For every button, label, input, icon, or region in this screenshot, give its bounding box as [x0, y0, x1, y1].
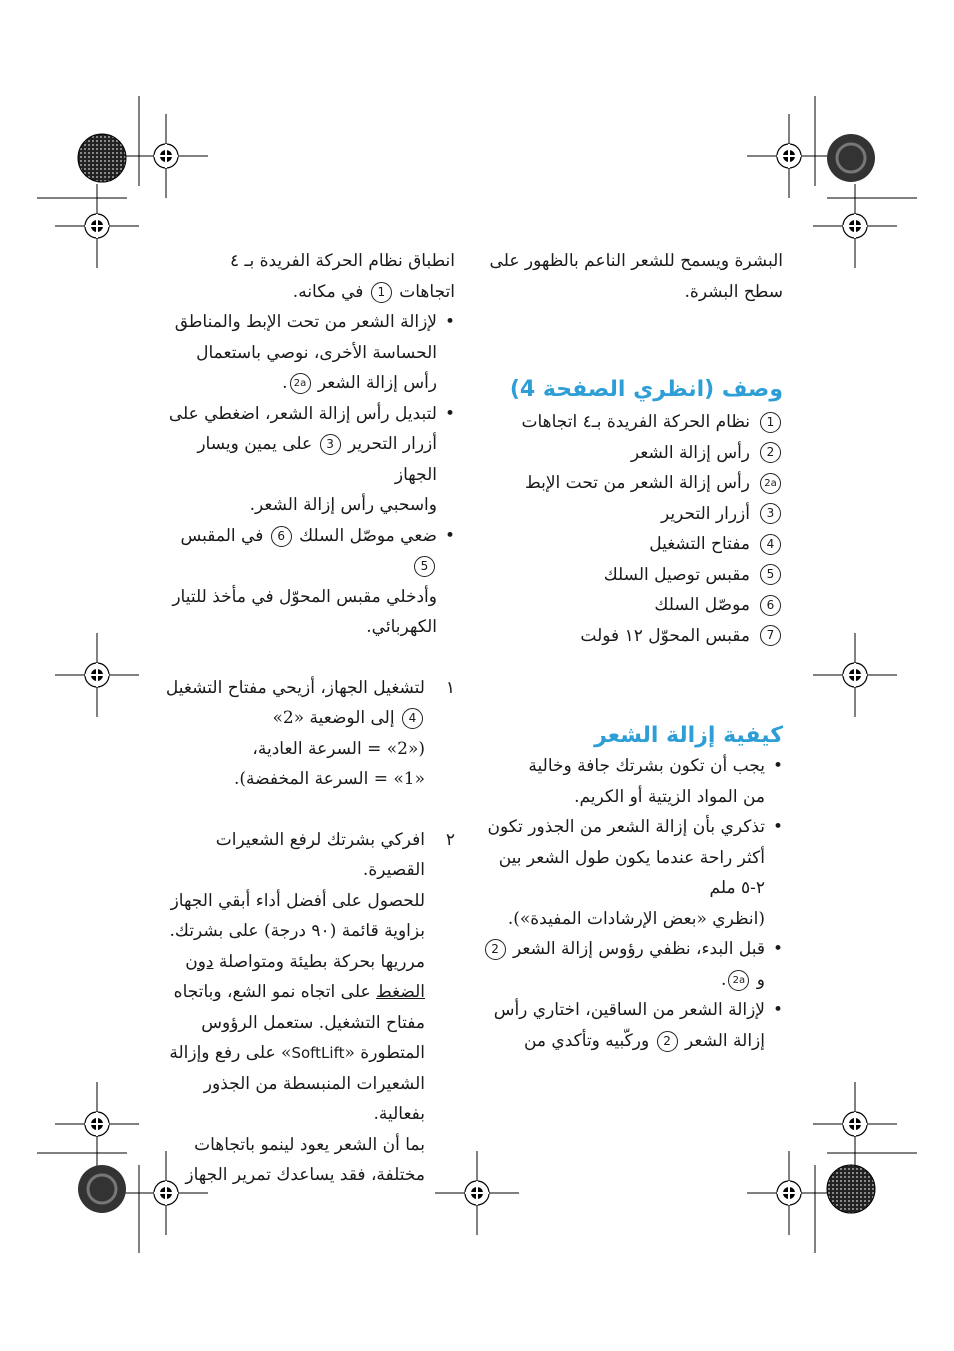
parts-legend [480, 407, 783, 651]
step-number: ١ [445, 677, 455, 698]
legend-item: 6 موصّل السلك [480, 590, 783, 621]
list-item: • يجب أن تكون بشرتك جافة وخالية من المواد الزيتية أو الكريم. [480, 751, 783, 812]
part-number-icon: 4 [760, 534, 781, 555]
step-item: ١ لتشغيل الجهاز، أزيحي مفتاح التشغيل 4 إلى الوضعية «2» («2» = السرعة العادية، «1» = السرعة المخفضة). [160, 673, 455, 795]
legend-item: 2a رأس إزالة الشعر من تحت الإبط [480, 468, 783, 499]
legend-item: 7 مقبس المحوّل ١٢ فولت [480, 621, 783, 652]
part-number-icon: 2a [760, 473, 781, 494]
part-number-icon: 2 [485, 939, 506, 960]
list-item: • تذكري بأن إزالة الشعر من الجذور تكون أكثر راحة عندما يكون طول الشعر بين ٢-٥ ملم (انظري «بعض الإرشادات المفيدة»). [480, 812, 783, 934]
part-number-icon: 7 [760, 625, 781, 646]
list-item: • لإزالة الشعر من تحت الإبط والمناطق الحساسة الأخرى، نوصي باستعمال رأس إزالة الشعر 2a. [160, 307, 455, 399]
howto-heading: كيفية إزالة الشعر [594, 723, 783, 748]
part-number-icon: 1 [371, 282, 392, 303]
left-column: انطباق نظام الحركة الفريدة بـ ٤ اتجاهات 1 في مكانه. • لإزالة الشعر من تحت الإبط والمناطق الحساسة الأخرى، نوصي باستعمال رأس إزالة الشعر 2a. • لتبديل رأس إزالة الشعر، اضغطي على أزرار التحرير 3 على يمين ويسار الجهاز واسحبي رأس إزالة الشعر. • ضعي موصّل السلك 6 في المقبس 5 وأدخلي مقبس المحوّل في مأخذ للتيار الكهربائي. ١ لتشغيل الجهاز، أزيحي مفتاح التشغيل 4 إلى الوضعية «2» («2» = السرعة العادية، «1» = السرعة المخفضة). ٢ افركي بشرتك لرفع الشعيرات القصيرة. للحصول على أفضل أداء أبقي الجهاز بزاوية قائمة (٩٠ درجة) على بشرتك. مرريها بحركة بطيئة ومتواصلة دون الضغط على اتجاه نمو الشع، وباتجاه مفتاح التشغيل. ستعمل الرؤوس المتطورة «SoftLift» على رفع وإزالة الشعيرات المنبسطة من الجذور بفعالية. بما أن الشعر يعود لينمو باتجاهات مختلفة، فقد يساعدك تمرير الجهاز [160, 246, 455, 1191]
part-number-icon: 1 [760, 412, 781, 433]
part-number-icon: 3 [760, 503, 781, 524]
list-item: • لإزالة الشعر من الساقين، اختاري رأس إزالة الشعر 2 وركّبيه وتأكدي من [480, 995, 783, 1056]
legend-item: 2 رأس إزالة الشعر [480, 438, 783, 469]
part-number-icon: 6 [760, 595, 781, 616]
step-number: ٢ [445, 829, 455, 850]
part-number-icon: 2a [290, 373, 311, 394]
part-number-icon: 6 [271, 526, 292, 547]
list-item: • قبل البدء، نظفي رؤوس إزالة الشعر 2 و 2a. [480, 934, 783, 995]
part-number-icon: 4 [402, 708, 423, 729]
part-number-icon: 2a [728, 970, 749, 991]
part-number-icon: 5 [760, 564, 781, 585]
legend-item: 5 مقبس توصيل السلك [480, 560, 783, 591]
legend-item: 3 أزرار التحرير [480, 499, 783, 530]
list-item: • لتبديل رأس إزالة الشعر، اضغطي على أزرار التحرير 3 على يمين ويسار الجهاز واسحبي رأس إزالة الشعر. [160, 399, 455, 521]
legend-item: 1 نظام الحركة الفريدة بـ٤ اتجاهات [480, 407, 783, 438]
brand-name: SoftLift [291, 1044, 345, 1062]
part-number-icon: 5 [414, 556, 435, 577]
part-number-icon: 2 [760, 442, 781, 463]
right-column [480, 246, 783, 1056]
intro-text: سطح البشرة. [684, 281, 783, 302]
description-heading: وصف (انظري الصفحة 4) [509, 377, 783, 402]
step-item: ٢ افركي بشرتك لرفع الشعيرات القصيرة. للحصول على أفضل أداء أبقي الجهاز بزاوية قائمة (٩٠ درجة) على بشرتك. مرريها بحركة بطيئة ومتواصلة دون الضغط على اتجاه نمو الشع، وباتجاه مفتاح التشغيل. ستعمل الرؤوس المتطورة «SoftLift» على رفع وإزالة الشعيرات المنبسطة من الجذور بفعالية. بما أن الشعر يعود لينمو باتجاهات مختلفة، فقد يساعدك تمرير الجهاز [160, 825, 455, 1191]
list-item: • ضعي موصّل السلك 6 في المقبس 5 وأدخلي مقبس المحوّل في مأخذ للتيار الكهربائي. [160, 521, 455, 643]
part-number-icon: 2 [657, 1031, 678, 1052]
legend-item: 4 مفتاح التشغيل [480, 529, 783, 560]
intro-text: البشرة ويسمح للشعر الناعم بالظهور على [489, 251, 783, 271]
part-number-icon: 3 [320, 434, 341, 455]
